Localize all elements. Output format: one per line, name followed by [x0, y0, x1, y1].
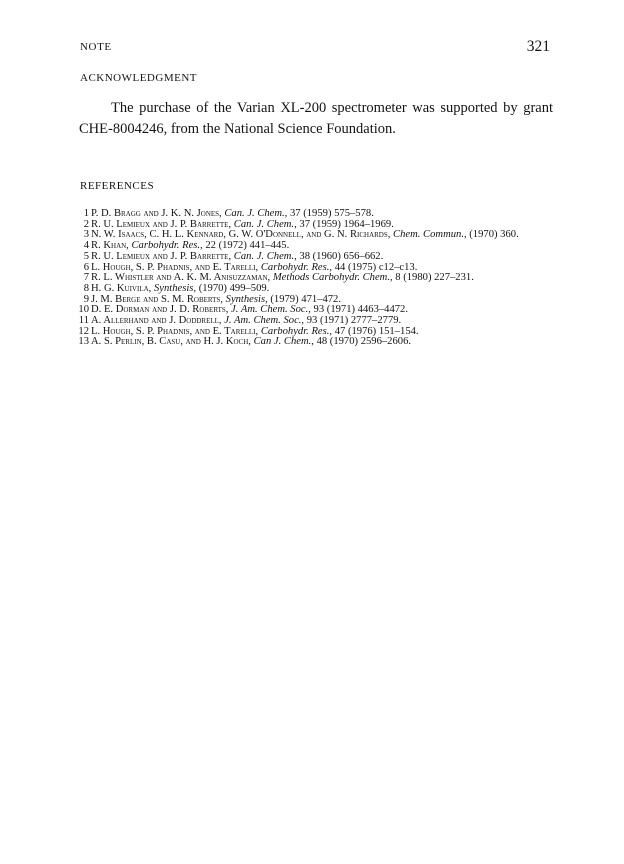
page-number: 321 [526, 38, 550, 55]
reference-details: 47 (1976) 151–154. [334, 325, 419, 337]
reference-details: 22 (1972) 441–445. [205, 240, 290, 252]
reference-authors: L. Hough, S. P. Phadnis, and E. Tarelli, [91, 325, 259, 337]
reference-authors: R. U. Lemieux and J. P. Barrette, [91, 250, 232, 262]
reference-number: 11 [78, 315, 89, 327]
reference-text [91, 337, 552, 348]
references-heading: REFERENCES [80, 180, 155, 192]
reference-authors: A. S. Perlin, B. Casu, and H. J. Koch, [91, 336, 251, 348]
running-head [80, 40, 550, 56]
reference-authors: R. Khan, [91, 240, 129, 252]
reference-details: 48 (1970) 2596–2606. [316, 336, 412, 348]
reference-number: 5 [83, 250, 89, 262]
reference-authors: A. Allerhand and J. Doddrell, [91, 315, 222, 327]
reference-authors: P. D. Bragg and J. K. N. Jones, [91, 208, 222, 219]
reference-number: 13 [78, 336, 89, 348]
acknowledgment-line: CHE-8004246, from the National Science Foundation. [79, 121, 396, 137]
reference-number: 4 [83, 240, 89, 252]
reference-number: 12 [78, 325, 89, 337]
reference-number: 1 [83, 208, 89, 219]
reference-journal: Carbohydr. Res., [131, 240, 203, 252]
reference-number: 3 [83, 229, 89, 241]
reference-journal: Carbohydr. Res., [260, 325, 333, 337]
reference-details: 38 (1960) 656–662. [299, 250, 384, 262]
reference-number: 2 [83, 218, 89, 230]
reference-journal: J. Am. Chem. Soc., [224, 315, 305, 327]
running-title: NOTE [80, 41, 112, 53]
reference-details: (1970) 499–509. [198, 282, 270, 294]
reference-authors: H. G. Kuivila, [91, 282, 152, 294]
reference-authors: R. U. Lemieux and J. P. Barrette, [91, 218, 232, 230]
reference-number: 10 [78, 304, 89, 316]
reference-details: (1979) 471–472. [270, 293, 341, 305]
reference-journal: Can J. Chem., [253, 336, 314, 348]
reference-journal: Synthesis, [225, 293, 268, 305]
reference-journal: Can. J. Chem., [233, 250, 297, 262]
reference-authors: J. M. Berge and S. M. Roberts, [91, 293, 223, 305]
reference-journal: Can. J. Chem., [224, 208, 288, 219]
acknowledgment-line: The purchase of the Varian XL-200 spectrometer was supported by grant [111, 100, 553, 116]
reference-details: 93 (1971) 4463–4472. [313, 304, 409, 316]
reference-details: 37 (1959) 575–578. [289, 208, 374, 219]
reference-authors: L. Hough, S. P. Phadnis, and E. Tarelli, [91, 261, 259, 273]
reference-details: 8 (1980) 227–231. [395, 272, 474, 284]
reference-number: 9 [83, 293, 89, 305]
reference-number: 7 [83, 272, 89, 284]
reference-authors: N. W. Isaacs, C. H. L. Kennard, G. W. O'Donnell, and G. N. Richards, [91, 229, 391, 241]
reference-journal: Chem. Commun., [393, 229, 467, 241]
reference-number: 8 [83, 282, 89, 294]
reference-list [80, 209, 552, 348]
acknowledgment-body [79, 98, 553, 140]
reference-details: (1970) 360. [469, 229, 519, 241]
reference-item [80, 337, 552, 348]
reference-authors: R. L. Whistler and A. K. M. Anisuzzaman, [91, 272, 271, 284]
reference-authors: D. E. Dorman and J. D. Roberts, [91, 304, 229, 316]
reference-journal: Can. J. Chem., [233, 218, 297, 230]
reference-details: 37 (1959) 1964–1969. [299, 218, 394, 230]
reference-journal: Methods Carbohydr. Chem., [272, 272, 393, 284]
acknowledgment-heading: ACKNOWLEDGMENT [80, 72, 197, 84]
reference-journal: Synthesis, [153, 282, 197, 294]
reference-details: 93 (1971) 2777–2779. [306, 315, 402, 327]
reference-journal: Carbohydr. Res., [260, 261, 333, 273]
reference-details: 44 (1975) c12–c13. [334, 261, 418, 273]
reference-number: 6 [83, 261, 89, 273]
reference-journal: J. Am. Chem. Soc., [231, 304, 311, 316]
